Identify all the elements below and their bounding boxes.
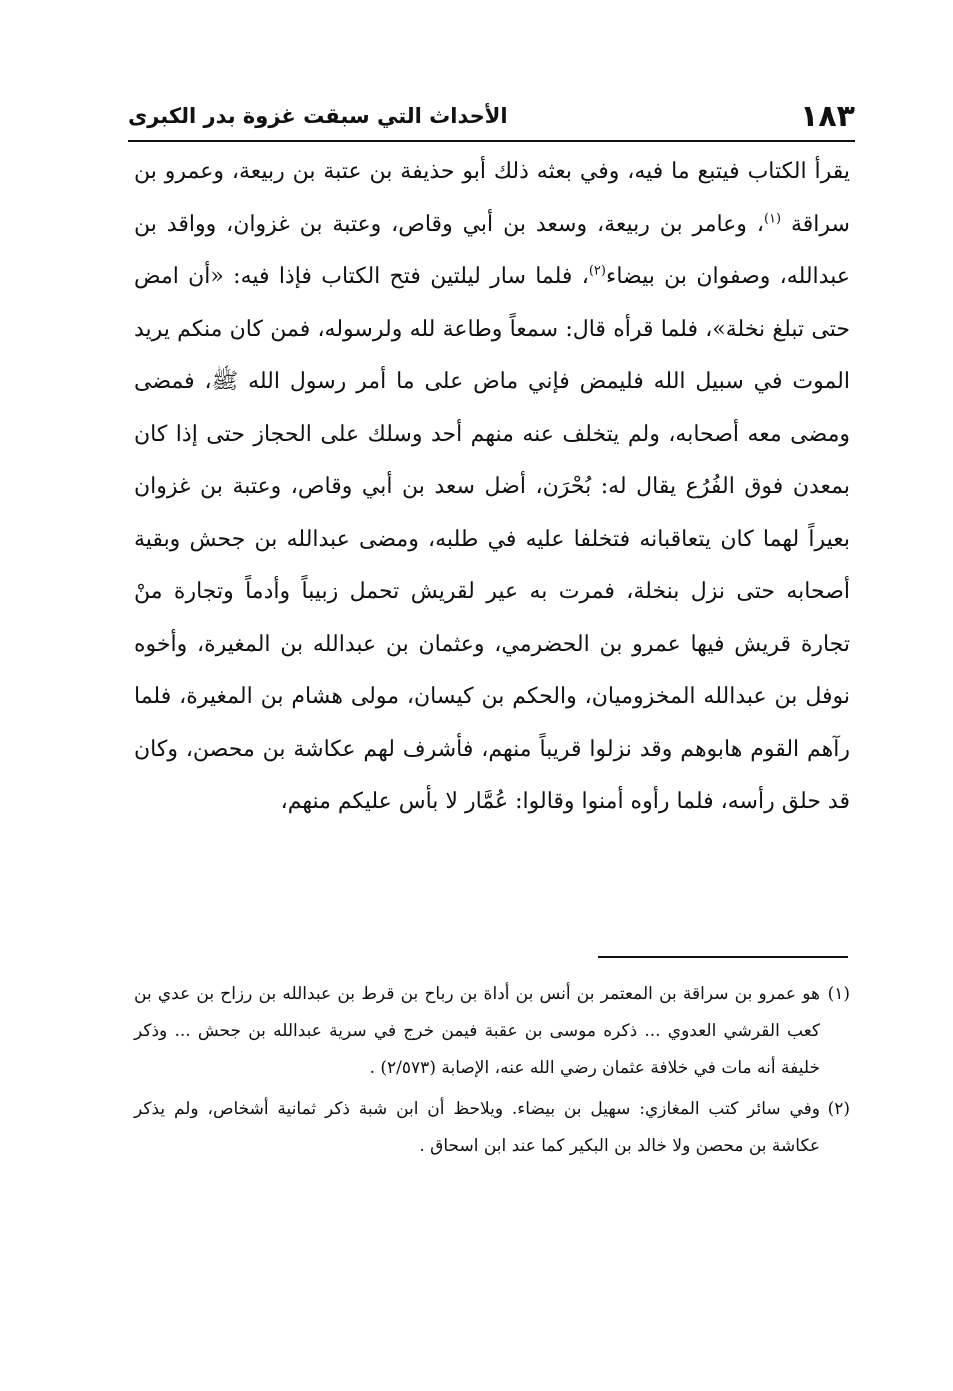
footnote-number: (١) xyxy=(827,984,850,1004)
footnote-1 xyxy=(134,976,850,1087)
page-header xyxy=(128,98,855,138)
footnote-ref-1: (١) xyxy=(763,211,782,227)
main-text-part-1: يقرأ الكتاب فيتبع ما فيه، وفي بعثه ذلك أبو حذيفة بن عتبة بن ربيعة، وعمرو بن سراقة xyxy=(134,159,850,237)
footnote-separator xyxy=(598,956,848,958)
page-number: ١٨٣ xyxy=(800,99,855,134)
main-text xyxy=(134,146,850,829)
main-paragraph xyxy=(134,146,850,829)
running-title: الأحداث التي سبقت غزوة بدر الكبرى xyxy=(128,104,508,128)
footnote-ref-2: (٢) xyxy=(588,263,606,279)
footnote-2 xyxy=(134,1091,850,1165)
footnotes xyxy=(134,976,850,1169)
footnote-text: هو عمرو بن سراقة بن المعتمر بن أنس بن أداة بن رباح بن قرط بن عبدالله بن رزاح بن عدي بن كعب القرشي العدوي ... ذكره موسى بن عقبة فيمن خرج في سرية عبدالله بن جحش ... وذكر خليفة أنه مات في خلافة عثمان رضي الله عنه، الإصابة (٢/٥٧٣) . xyxy=(134,984,820,1078)
footnote-number: (٢) xyxy=(827,1099,850,1119)
footnote-text: وفي سائر كتب المغازي: سهيل بن بيضاء. ويلاحظ أن ابن شبة ذكر ثمانية أشخاص، ولم يذكر عكاشة بن محصن ولا خالد بن البكير كما عند ابن اسحاق . xyxy=(134,1099,820,1156)
main-text-part-2: ، وعامر بن ربيعة، وسعد بن أبي وقاص، وعتبة بن غزوان، وواقد بن عبدالله، وصفوان بن بيضاء xyxy=(134,211,850,289)
header-rule xyxy=(128,140,855,142)
main-text-part-3: ، فلما سار ليلتين فتح الكتاب فإذا فيه: «أن امض حتى تبلغ نخلة»، فلما قرأه قال: سمعاً وطاعة لله ولرسوله، فمن كان منكم يريد الموت في سبيل الله فليمض فإني ماض على ما أمر رسول الله ﷺ، فمضى ومضى معه أصحابه، ولم يتخلف عنه منهم أحد وسلك على الحجاز حتى إذا كان بمعدن فوق الفُرُع يقال له: بُحْرَن، أضل سعد بن أبي وقاص، وعتبة بن غزوان بعيراً لهما كان يتعاقبانه فتخلفا عليه في طلبه، ومضى عبدالله بن جحش وبقية أصحابه حتى نزل بنخلة، فمرت به عير لقريش تحمل زبيباً وأدماً وتجارة منْ تجارة قريش فيها عمرو بن الحضرمي، وعثمان بن عبدالله بن المغيرة، وأخوه نوفل بن عبدالله المخزوميان، والحكم بن كيسان، مولى هشام بن المغيرة، فلما رآهم القوم هابوهم وقد نزلوا قريباً منهم، فأشرف لهم عكاشة بن محصن، وكان قد حلق رأسه، فلما رأوه أمنوا وقالوا: عُمَّار لا بأس عليكم منهم، xyxy=(134,264,850,814)
